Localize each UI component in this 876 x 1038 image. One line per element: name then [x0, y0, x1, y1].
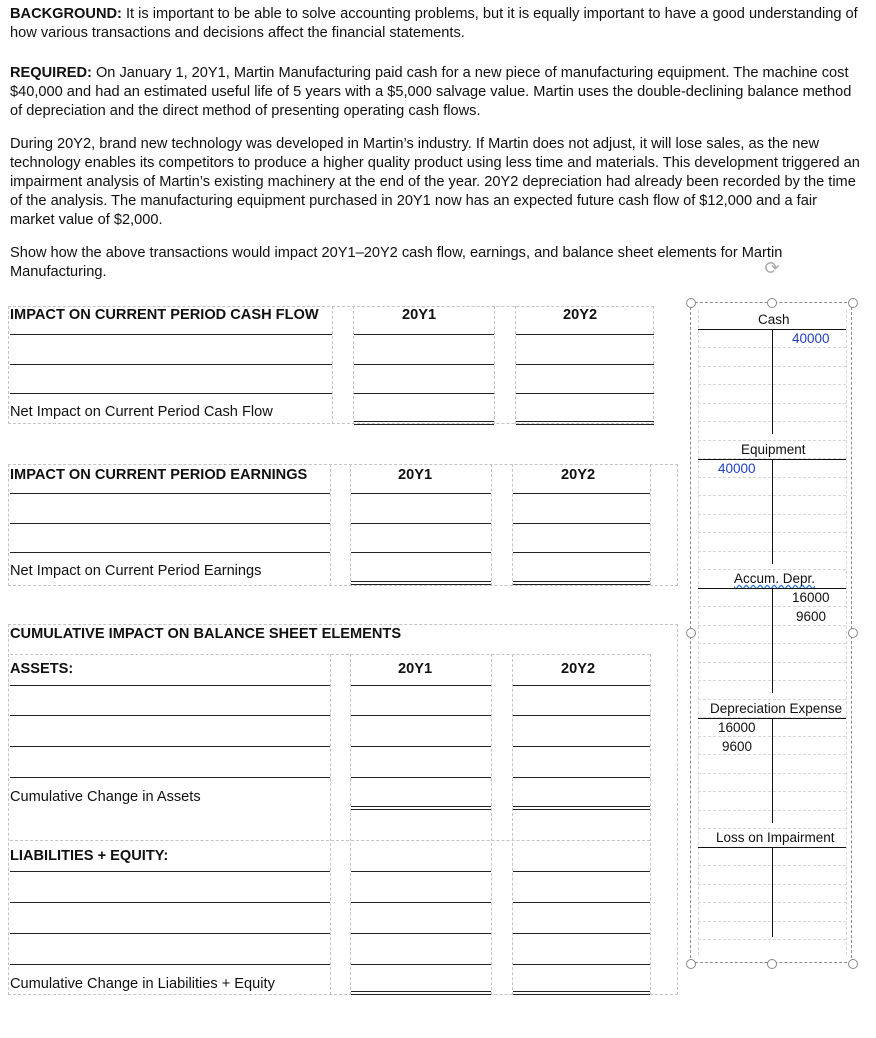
- entry-line[interactable]: [351, 715, 491, 716]
- t-account-stem: [772, 329, 773, 434]
- panel-grid-line: [698, 939, 846, 940]
- panel-grid-line: [698, 828, 846, 829]
- total-line: [513, 991, 650, 995]
- bs-divider: [491, 654, 492, 995]
- entry-line[interactable]: [513, 746, 650, 747]
- resize-handle-icon[interactable]: [767, 298, 777, 308]
- t-accounts-panel[interactable]: [690, 302, 852, 963]
- entry-line[interactable]: [10, 871, 330, 872]
- rotate-handle-icon[interactable]: ⟳: [764, 258, 780, 278]
- t-account-stem: [772, 847, 773, 937]
- resize-handle-icon[interactable]: [767, 959, 777, 969]
- entry-line[interactable]: [513, 933, 650, 934]
- entry-line[interactable]: [516, 334, 654, 335]
- resize-handle-icon[interactable]: [848, 298, 858, 308]
- entry-line[interactable]: [351, 685, 491, 686]
- cash-credit-value: 40000: [792, 331, 830, 346]
- net-cash-flow-label: Net Impact on Current Period Cash Flow: [10, 404, 273, 420]
- t-account-accum-depr-title: Accum. Depr.: [734, 571, 816, 586]
- technology-paragraph: During 20Y2, brand new technology was developed in Martin’s industry. If Martin does not adjust, it will lose sales, as the new technology enables its competitors to produce a higher quality product using less time and materials. This development triggered an impairment analysis of Martin’s existing machinery at the end of the year. 20Y2 depreciation had already been recorded by the time of the analysis. The manufacturing equipment purchased in 20Y1 now has an expected future cash flow of $12,000 and a fair market value of $2,000.: [10, 136, 860, 228]
- entry-line[interactable]: [513, 964, 650, 965]
- background-paragraph: [10, 5, 860, 43]
- entry-line[interactable]: [10, 685, 330, 686]
- entry-line[interactable]: [10, 334, 332, 335]
- t-account-equipment-title: Equipment: [741, 442, 806, 457]
- assets-col-20y1: 20Y1: [398, 661, 433, 677]
- entry-line[interactable]: [354, 334, 494, 335]
- entry-line[interactable]: [351, 902, 491, 903]
- cash-flow-col-20y1: 20Y1: [402, 307, 437, 323]
- panel-grid-line: [698, 569, 846, 570]
- cf-divider: [494, 306, 495, 424]
- entry-line[interactable]: [513, 685, 650, 686]
- entry-line[interactable]: [351, 933, 491, 934]
- entry-line[interactable]: [516, 364, 654, 365]
- depr-expense-debit-value: 9600: [722, 739, 753, 754]
- entry-line[interactable]: [10, 902, 330, 903]
- er-divider: [650, 464, 651, 586]
- entry-line[interactable]: [10, 364, 332, 365]
- required-text: On January 1, 20Y1, Martin Manufacturing paid cash for a new piece of manufacturing equipment. The machine cost $40,000 and had an estimated useful life of 5 years with a $5,000 salvage value. Martin uses the double-declining balance method of depreciation and the direct method of presenting operating cash flows.: [10, 65, 852, 119]
- entry-line[interactable]: [513, 902, 650, 903]
- entry-line[interactable]: [351, 746, 491, 747]
- background-text: It is important to be able to solve accounting problems, but it is equally important to have a good understanding of how various transactions and decisions affect the financial statements.: [10, 6, 858, 41]
- background-label: BACKGROUND:: [10, 6, 122, 22]
- bs-divider: [330, 654, 331, 995]
- entry-line[interactable]: [351, 777, 491, 778]
- entry-line[interactable]: [516, 393, 654, 394]
- entry-line[interactable]: [513, 777, 650, 778]
- entry-line[interactable]: [513, 871, 650, 872]
- entry-line[interactable]: [351, 493, 491, 494]
- panel-grid-line: [846, 310, 847, 955]
- assets-label: ASSETS:: [10, 661, 74, 677]
- entry-line[interactable]: [513, 715, 650, 716]
- total-line: [513, 581, 650, 585]
- accum-depr-credit-value: 16000: [792, 590, 830, 605]
- accum-depr-credit-value: 9600: [796, 609, 827, 624]
- t-account-depreciation-expense-title: Depreciation Expense: [710, 701, 843, 716]
- panel-grid-line: [698, 699, 846, 700]
- instruction-paragraph: Show how the above transactions would impact 20Y1–20Y2 cash flow, earnings, and balance sheet elements for Martin Manufacturing.: [10, 245, 783, 280]
- bs-divider: [650, 654, 651, 995]
- total-line: [351, 581, 491, 585]
- resize-handle-icon[interactable]: [686, 628, 696, 638]
- entry-line[interactable]: [10, 777, 330, 778]
- total-line: [513, 806, 650, 810]
- er-divider: [330, 464, 331, 586]
- entry-line[interactable]: [10, 964, 330, 965]
- resize-handle-icon[interactable]: [686, 959, 696, 969]
- entry-line[interactable]: [354, 393, 494, 394]
- entry-line[interactable]: [10, 746, 330, 747]
- liabilities-equity-label: LIABILITIES + EQUITY:: [10, 848, 169, 864]
- entry-line[interactable]: [513, 493, 650, 494]
- entry-line[interactable]: [10, 493, 330, 494]
- er-divider: [512, 464, 513, 586]
- total-line: [516, 421, 654, 425]
- assets-total-label: Cumulative Change in Assets: [10, 789, 201, 805]
- depr-expense-debit-value: 16000: [718, 720, 756, 735]
- entry-line[interactable]: [10, 933, 330, 934]
- er-divider: [350, 464, 351, 586]
- resize-handle-icon[interactable]: [848, 628, 858, 638]
- cf-divider: [332, 306, 333, 424]
- assets-col-20y2: 20Y2: [561, 661, 596, 677]
- entry-line[interactable]: [513, 523, 650, 524]
- entry-line[interactable]: [10, 523, 330, 524]
- bs-divider: [350, 654, 351, 995]
- panel-grid-line: [698, 440, 846, 441]
- t-account-cash-title: Cash: [758, 312, 790, 327]
- entry-line[interactable]: [351, 523, 491, 524]
- required-paragraph: [10, 64, 860, 121]
- cash-flow-heading: IMPACT ON CURRENT PERIOD CASH FLOW: [10, 307, 319, 323]
- entry-line[interactable]: [10, 552, 330, 553]
- row-separator: [10, 654, 650, 655]
- required-label: REQUIRED:: [10, 65, 92, 81]
- entry-line[interactable]: [351, 552, 491, 553]
- earnings-col-20y2: 20Y2: [561, 467, 596, 483]
- er-divider: [491, 464, 492, 586]
- panel-grid-line: [698, 310, 699, 955]
- entry-line[interactable]: [354, 364, 494, 365]
- cf-divider: [353, 306, 354, 424]
- row-separator: [10, 840, 650, 841]
- equipment-debit-value: 40000: [718, 461, 756, 476]
- le-total-label: Cumulative Change in Liabilities + Equity: [10, 976, 275, 992]
- t-account-loss-title: Loss on Impairment: [716, 830, 835, 845]
- bs-divider: [512, 654, 513, 995]
- entry-line[interactable]: [351, 964, 491, 965]
- resize-handle-icon[interactable]: [686, 298, 696, 308]
- cf-divider: [515, 306, 516, 424]
- earnings-col-20y1: 20Y1: [398, 467, 433, 483]
- net-earnings-label: Net Impact on Current Period Earnings: [10, 563, 262, 579]
- entry-line[interactable]: [10, 715, 330, 716]
- t-account-stem: [772, 588, 773, 693]
- entry-line[interactable]: [513, 552, 650, 553]
- balance-sheet-heading: CUMULATIVE IMPACT ON BALANCE SHEET ELEMENTS: [10, 626, 402, 642]
- cash-flow-col-20y2: 20Y2: [563, 307, 598, 323]
- total-line: [351, 991, 491, 995]
- total-line: [354, 421, 494, 425]
- total-line: [351, 806, 491, 810]
- t-account-stem: [772, 459, 773, 564]
- t-account-stem: [772, 718, 773, 823]
- entry-line[interactable]: [10, 393, 332, 394]
- resize-handle-icon[interactable]: [848, 959, 858, 969]
- earnings-heading: IMPACT ON CURRENT PERIOD EARNINGS: [10, 467, 308, 483]
- entry-line[interactable]: [351, 871, 491, 872]
